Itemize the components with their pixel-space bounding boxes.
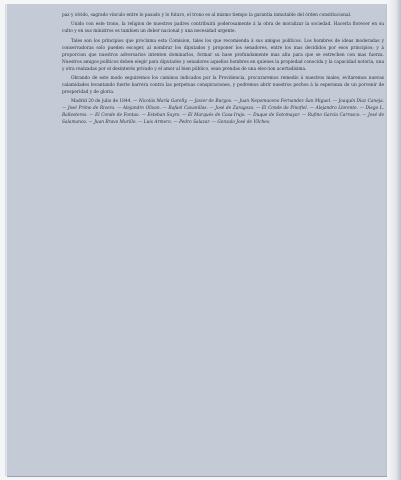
signature-date: Madrid 20 de julio de 1844. bbox=[71, 99, 132, 105]
document-body bbox=[62, 12, 384, 129]
paragraph-4: Obrando de este modo seguiremos los caminos indicados por la Providencia, procuraremos remedio á nuestros males, evitaremos nuevas calamidades levantando fuerte barrera contra las perpetuas conspiraciones, y podremos abrir nuestros pechos á la esperanza de un porvenir de prosperidad y de gloria. bbox=[62, 75, 384, 96]
signatory-names: Nicolás María Garelly. — Javier de Burgos. — Juan Nepomuceno Fernandez San Miguel. — Joaquín Diaz Caneja. — José Primo de Rivera. — Alejandro Olivan. — Rafael Cavanillas. — José de Zaragoza. — El Conde de Pinofiel. — Alejandro Llorente. — Diego L. Ballesteros. — El Conde de Fontao. — Esteban Sayro. — El Marqués de Casa-Irujo. — Duque de Sotomayor. — Rufino García Carrasco. — José de Salamanca. — Juan Bravo Murillo. — Luis Armero. — Pedro Salazar. — Gonzalo José de Vilches. bbox=[62, 99, 385, 126]
paper-sheet bbox=[6, 4, 386, 476]
paragraph-1: paz y olvido, sagrado vínculo entre lo pasado y lo futuro, el trono es al mismo tiempo la garantía inmutable del órden constitucional. bbox=[62, 13, 352, 18]
page-edge-shadow bbox=[387, 0, 401, 480]
paragraph-2: Unido con este trono, la religion de nuestros padres contribuirá poderosamente á la obra de moralizar la sociedad. Hacerla florecer en su culto y en sus ministros es tambien un deber nacional y una necesidad urgente. bbox=[62, 22, 384, 35]
signature-block: Madrid 20 de julio de 1844. — Nicolás María Garelly. — Javier de Burgos. — Juan Nepomuceno Fernandez San Miguel. — Joaquín Diaz Caneja. — José Primo de Rivera. — Alejandro Olivan. — Rafael Cavanillas. — José de Zaragoza. — El Conde de Pinofiel. — Alejandro Llorente. — Diego L. Ballesteros. — El Conde de Fontao. — Esteban Sayro. — El Marqués de Casa-Irujo. — Duque de Sotomayor. — Rufino García Carrasco. — José de Salamanca. — Juan Bravo Murillo. — Luis Armero. — Pedro Salazar. — Gonzalo José de Vilches. bbox=[62, 99, 385, 126]
page-fold-line bbox=[6, 4, 7, 476]
paragraph-3: Tales son los principios que proclama esta Comision, tales los que recomienda á sus amigos políticos. Los hombres de ideas moderadas y conservadoras solo pueden escoger, al nombrar los diputados y proponer los senadores, entre los mas decididos por esos principios; y á proporcion que nuestros adversarios intenten dominarlos, formar su base profundamente mas alta para que se estrechen con mas fuerza. Nuestros amigos políticos deben elegir para diputados y senadores aquellos hombres en quienes la propiedad conocida y la capacidad notoria, una y otra realzadas por el desinterés privado y el amor al bien público, sean prendas de una eleccion acertadísima. bbox=[62, 38, 384, 72]
